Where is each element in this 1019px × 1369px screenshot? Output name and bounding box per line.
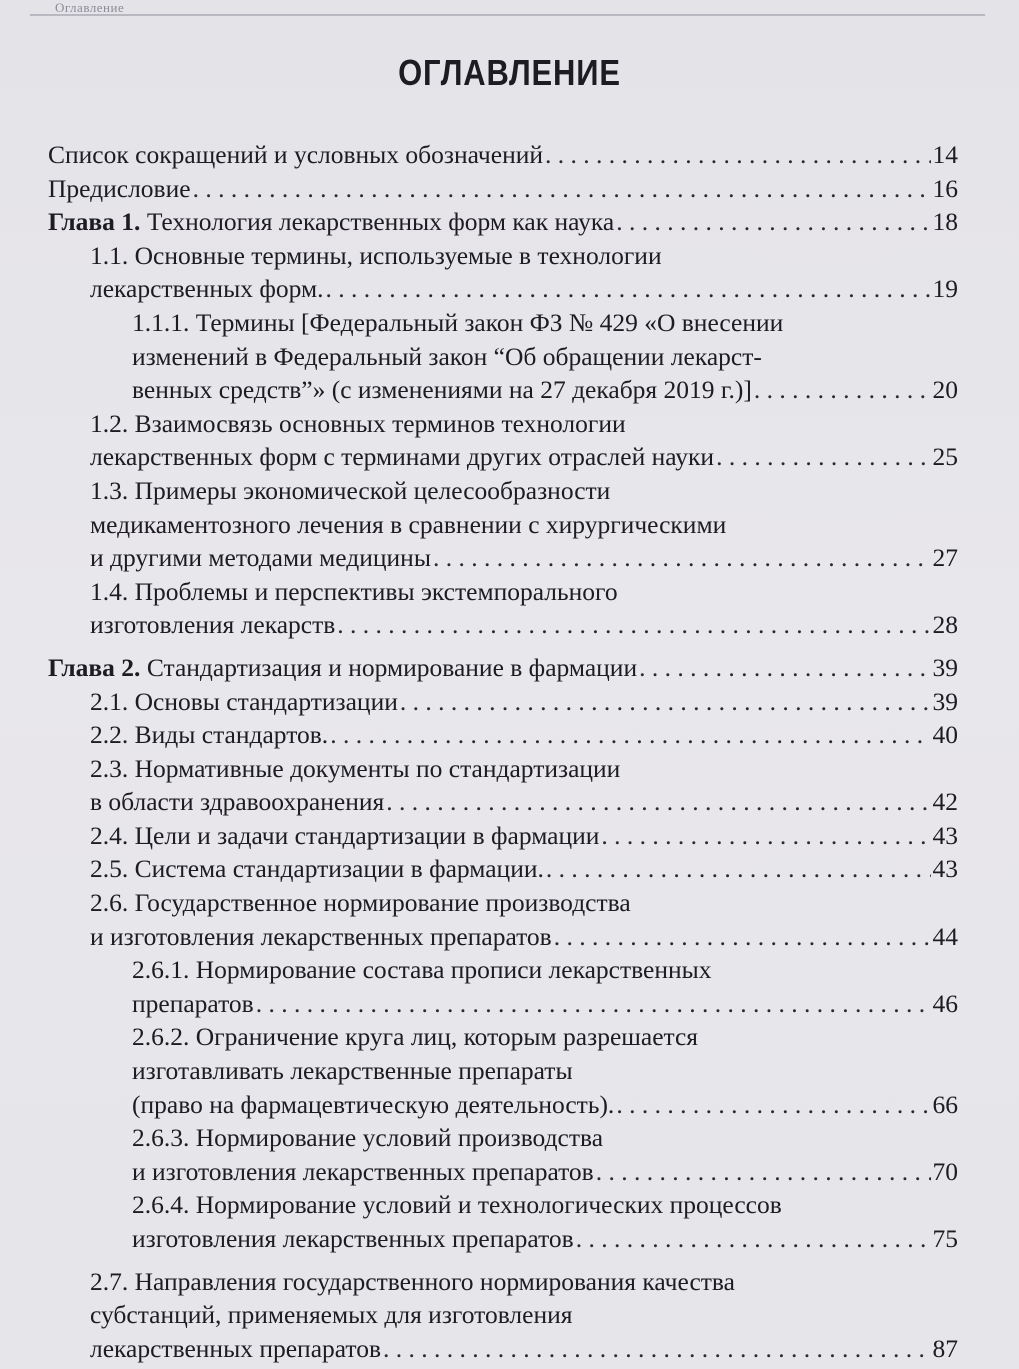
toc-entry-text: Стандартизация и нормирование в фармации [140, 652, 638, 682]
toc-entry-text: препаратов [132, 988, 254, 1018]
dot-leader [386, 785, 930, 819]
dot-leader [546, 852, 931, 886]
toc-entry-text: 2.6. Государственное нормирование производства [90, 888, 631, 918]
toc-entry [48, 819, 958, 853]
toc-entry-text: 1.4. Проблемы и перспективы экстемпорального [90, 576, 618, 606]
toc-entry-text: и изготовления лекарственных препаратов [90, 921, 552, 951]
toc-entry-text: 2.2. Виды стандартов. [90, 720, 329, 750]
dot-leader [433, 541, 931, 575]
toc-page-number: 40 [932, 720, 958, 750]
toc-entry [48, 575, 958, 642]
toc-entry [48, 239, 958, 306]
toc-entry [48, 886, 958, 953]
dot-leader [383, 1332, 930, 1366]
toc-page-number: 28 [932, 610, 958, 640]
toc-page-number: 46 [932, 988, 958, 1018]
page-title: ОГЛАВЛЕНИЕ [398, 52, 621, 93]
toc-entry-text: Предисловие [48, 173, 191, 203]
toc-entry-text: в области здравоохранения [90, 787, 385, 817]
toc-entry [48, 474, 958, 575]
toc-entry-text: изготовления лекарств [90, 610, 336, 640]
toc-entry-text: Технология лекарственных форм как наука [140, 207, 615, 237]
dot-leader [616, 205, 930, 239]
toc-page-number: 39 [932, 652, 958, 682]
dot-leader [596, 1155, 931, 1189]
dot-leader [639, 651, 930, 685]
toc-entry [48, 718, 958, 752]
toc-page-number: 42 [932, 787, 958, 817]
toc-entry [48, 953, 958, 1020]
toc-entry-text: 2.6.3. Нормирование условий производства [132, 1123, 604, 1153]
dot-leader [400, 685, 931, 719]
dot-leader [616, 1088, 930, 1122]
toc-page-number: 25 [932, 442, 958, 472]
toc-entry [48, 138, 958, 172]
dot-leader [193, 172, 931, 206]
toc-entry-text: венных средств”» (с изменениями на 27 декабря 2019 г.)] [132, 375, 752, 405]
toc-entry [48, 752, 958, 819]
toc-page-number: 14 [932, 140, 958, 169]
toc-page-number: 66 [932, 1089, 958, 1119]
toc-entry-text: 2.1. Основы стандартизации [90, 686, 398, 716]
toc-entry-text: изготавливать лекарственные препараты [132, 1056, 573, 1086]
toc-entry [48, 1020, 958, 1121]
toc-entry-text: 1.1. Основные термины, используемые в технологии [90, 240, 662, 270]
toc-entry-text: 2.6.1. Нормирование состава прописи лекарственных [132, 955, 712, 985]
toc-entry-text: лекарственных форм. [90, 274, 324, 304]
top-rule [30, 14, 985, 16]
toc-entry [48, 306, 958, 407]
dot-leader [330, 718, 930, 752]
dot-leader [337, 608, 930, 642]
toc-entry-text: изменений в Федеральный закон “Об обращении лекарст- [132, 341, 762, 371]
toc-entry-text: лекарственных препаратов [90, 1333, 382, 1363]
toc-page-number: 16 [932, 173, 958, 203]
toc-page-number: 75 [932, 1224, 958, 1253]
toc-chapter-entry [48, 651, 958, 685]
toc-chapter-entry [48, 205, 958, 239]
toc-entry-text: 1.3. Примеры экономической целесообразности [90, 475, 611, 505]
dot-leader [601, 819, 930, 853]
table-of-contents [48, 138, 958, 1365]
toc-entry [48, 407, 958, 474]
toc-entry [48, 1265, 958, 1366]
toc-entry-text: медикаментозного лечения в сравнении с хирургическими [90, 509, 727, 539]
toc-entry-text: и изготовления лекарственных препаратов [132, 1156, 594, 1186]
toc-entry-text: изготовления лекарственных препаратов [132, 1224, 574, 1253]
toc-entry-text: 1.1.1. Термины [Федеральный закон ФЗ № 429 «О внесении [132, 307, 784, 337]
toc-entry-text: 2.5. Система стандартизации в фармации. [90, 854, 544, 884]
toc-entry [48, 1188, 958, 1255]
toc-entry-text: лекарственных форм с терминами других отраслей науки [90, 442, 715, 472]
toc-entry-text: 2.6.4. Нормирование условий и технологических процессов [132, 1190, 782, 1220]
running-head: Оглавление [55, 0, 125, 15]
toc-entry [48, 1121, 958, 1188]
dot-leader [554, 920, 931, 954]
toc-entry-text: (право на фармацевтическую деятельность). [132, 1089, 615, 1119]
chapter-label: Глава 1. [48, 207, 141, 237]
toc-entry-text: 1.2. Взаимосвязь основных терминов технологии [90, 408, 626, 438]
toc-page-number: 27 [932, 543, 958, 573]
toc-entry-text: 2.7. Направления государственного нормирования качества [90, 1266, 735, 1296]
toc-page-number: 70 [932, 1156, 958, 1186]
toc-entry-text: 2.4. Цели и задачи стандартизации в фармации [90, 820, 600, 850]
toc-page-number: 87 [932, 1333, 958, 1363]
toc-entry-text: 2.3. Нормативные документы по стандартизации [90, 753, 621, 783]
toc-entry-text: Список сокращений и условных обозначений [48, 140, 544, 169]
toc-page-number: 19 [932, 274, 958, 304]
dot-leader [754, 373, 931, 407]
toc-page-number: 44 [932, 921, 958, 951]
dot-leader [545, 138, 930, 172]
toc-page-number: 43 [932, 820, 958, 850]
dot-leader [325, 272, 930, 306]
dot-leader [576, 1222, 931, 1256]
toc-entry-text: субстанций, применяемых для изготовления [90, 1300, 573, 1330]
toc-entry [48, 172, 958, 206]
chapter-label: Глава 2. [48, 652, 141, 682]
toc-entry-text: 2.6.2. Ограничение круга лиц, которым разрешается [132, 1022, 699, 1052]
toc-entry [48, 852, 958, 886]
toc-entry [48, 685, 958, 719]
toc-page-number: 20 [932, 375, 958, 405]
toc-page-number: 43 [932, 854, 958, 884]
dot-leader [256, 987, 931, 1021]
dot-leader [716, 440, 930, 474]
toc-entry-text: и другими методами медицины [90, 543, 431, 573]
toc-page-number: 18 [932, 207, 958, 237]
toc-page-number: 39 [932, 686, 958, 716]
